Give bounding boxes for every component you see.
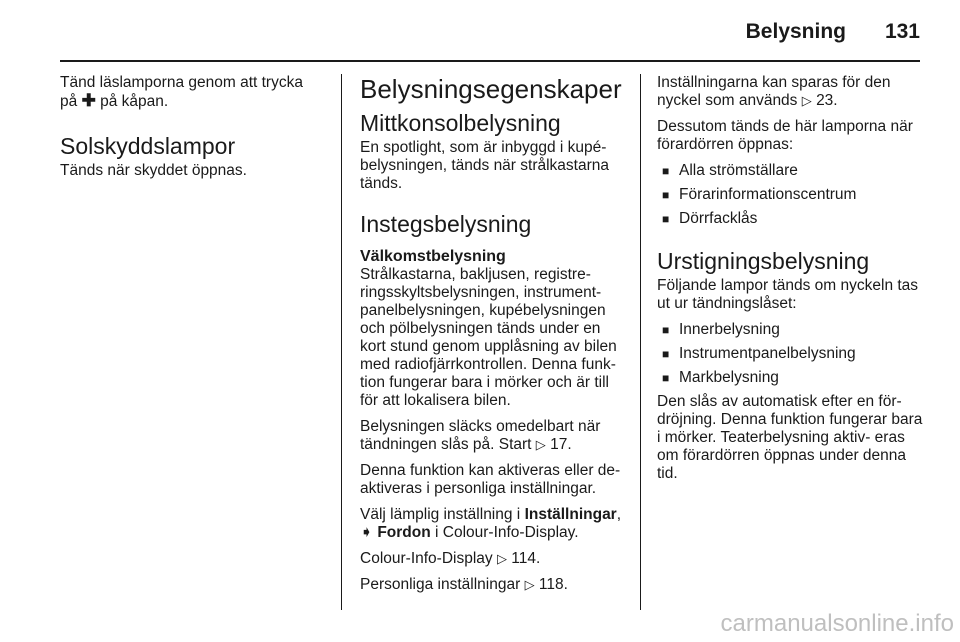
list-item: ■ Instrumentpanelbelysning [662, 345, 856, 362]
exit-off-text: Den slås av automatisk efter en för- dröjning. Denna funktion fungerar bara i mörker. Teaterbelysning aktiv- eras om förardörren öppnas under denna tid. [657, 393, 923, 482]
plus-icon: ✚ [81, 91, 96, 110]
header-title: Belysning [745, 20, 846, 43]
exit-lamp-list [657, 321, 925, 387]
list-item: ■ Markbelysning [662, 369, 779, 386]
sun-visor-heading: Solskyddslampor [60, 133, 236, 159]
select-paragraph: Välj lämplig inställning i Inställningar, ➧ Fordon i Colour-Info-Display. [360, 506, 622, 541]
column-1 [60, 74, 328, 188]
column-divider [640, 74, 641, 610]
personal-ref: Personliga inställningar ▷ 118. [360, 576, 568, 593]
page-header [60, 18, 920, 48]
page-ref-icon: ▷ [801, 93, 812, 108]
console-heading: Mittkonsolbelysning [360, 110, 561, 136]
page-ref-icon: ▷ [496, 551, 507, 566]
list-item: ■ Innerbelysning [662, 321, 780, 338]
activate-text: Denna funktion kan aktiveras eller de- aktiveras i personliga inställningar. [360, 462, 621, 497]
bullet-icon: ■ [662, 323, 670, 337]
header-rule [60, 60, 920, 62]
menu-arrow-icon: ➧ [360, 524, 373, 541]
column-3 [657, 74, 925, 491]
entry-heading: Instegsbelysning [360, 211, 532, 237]
save-paragraph: Inställningarna kan sparas för den nyckel som används ▷ 23. [657, 74, 891, 109]
column-divider [341, 74, 342, 610]
reading-lamp-paragraph: Tänd läslamporna genom att trycka på ✚ på kåpan. [60, 74, 303, 110]
watermark: carmanualsonline.info [720, 610, 954, 637]
bullet-icon: ■ [662, 188, 670, 202]
console-text: En spotlight, som är inbyggd i kupé- belysningen, tänds när strålkastarna tänds. [360, 139, 610, 192]
bullet-icon: ■ [662, 164, 670, 178]
list-item: ■ Förarinformationscentrum [662, 186, 857, 203]
welcome-text: Strålkastarna, bakljusen, registre- ringsskyltsbelysningen, instrument- panelbelysningen, kupébelysningen och pölbelysningen tänds under en kort stund genom upplåsning av bilen med radiofjärrkontrollen. Denna funk- tion fungerar bara i mörker och är till för att lokalisera bilen. [360, 266, 617, 409]
list-item: ■ Alla strömställare [662, 162, 798, 179]
bullet-icon: ■ [662, 371, 670, 385]
door-lamp-list [657, 162, 925, 228]
list-item: ■ Dörrfacklås [662, 210, 758, 227]
page-number: 131 [884, 20, 920, 43]
cid-ref: Colour-Info-Display ▷ 114. [360, 550, 541, 567]
exit-heading: Urstigningsbelysning [657, 248, 870, 274]
bullet-icon: ■ [662, 212, 670, 226]
settings-menu-label: Inställningar [524, 506, 617, 523]
page-ref-icon: ▷ [535, 437, 546, 452]
also-text: Dessutom tänds de här lamporna när förardörren öppnas: [657, 118, 913, 153]
sun-visor-text: Tänds när skyddet öppnas. [60, 162, 247, 179]
page-ref-icon: ▷ [524, 577, 535, 592]
vehicle-menu-label: Fordon [377, 524, 431, 541]
welcome-heading: Välkomstbelysning [360, 248, 506, 265]
column-2 [360, 74, 626, 602]
exit-text: Följande lampor tänds om nyckeln tas ut ur tändningslåset: [657, 277, 919, 312]
off-paragraph: Belysningen släcks omedelbart när tändningen slås på. Start ▷ 17. [360, 418, 601, 453]
bullet-icon: ■ [662, 347, 670, 361]
main-heading: Belysningsegenskaper [360, 74, 622, 104]
